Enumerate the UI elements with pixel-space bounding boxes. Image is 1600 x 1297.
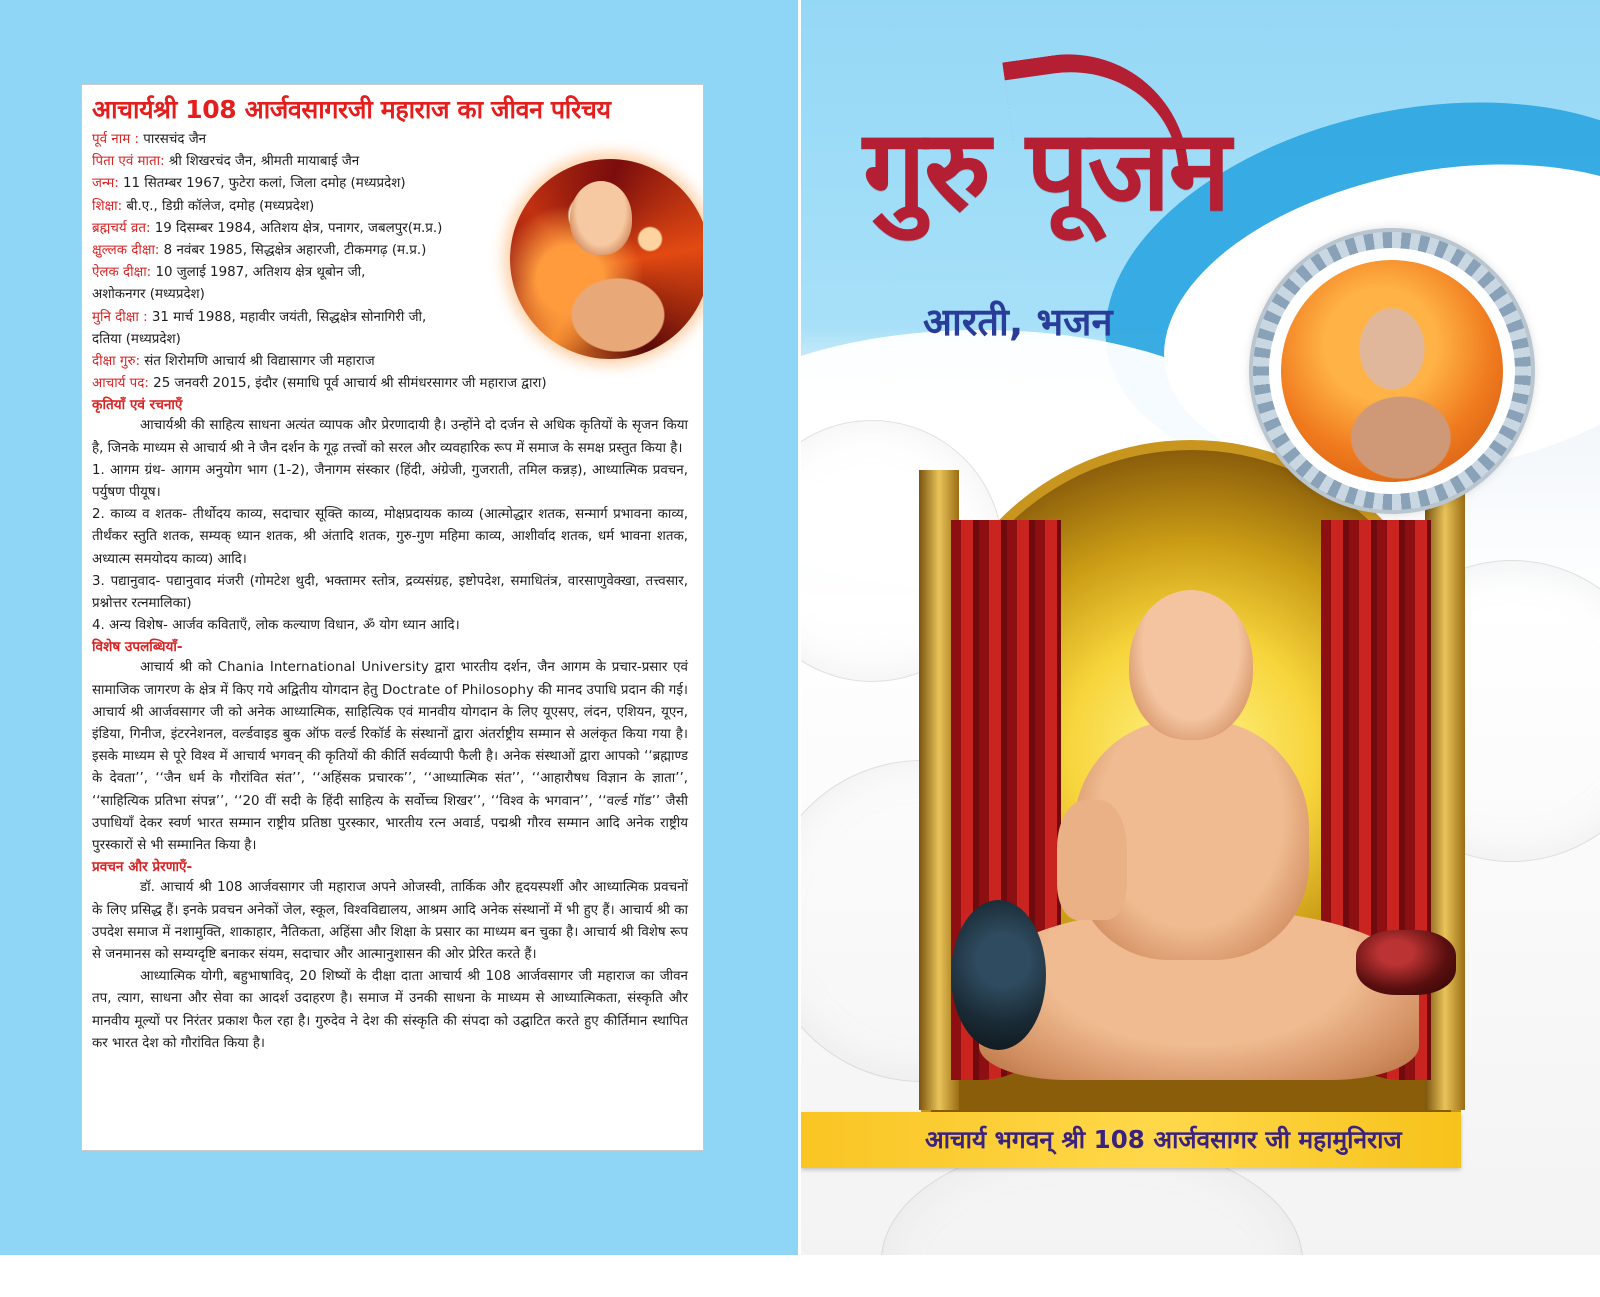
guru-medallion-photo	[1281, 260, 1503, 482]
cover-title: गुरु पूजन	[863, 105, 1229, 236]
closing-text: आध्यात्मिक योगी, बहुभाषाविद्, 20 शिष्यों के दीक्षा दाता आचार्य श्री 108 आर्जवसागर जी महाराज का जीवन तप, त्याग, साधना और सेवा का आदर्श उदाहरण है। समाज में उनकी साधना के माध्यम से आध्यात्मिकता, संस्कृति और मानवीय मूल्यों पर निरंतर प्रकाश फैल रहा है। गुरुदेव ने देश की संस्कृति की संपदा को उद्घाटित करते हुए कीर्तिमान स्थापित कर भारत देश को गौरांवित किया है।	[92, 969, 688, 1051]
fact-kshullak-diksha: क्षुल्लक दीक्षा: 8 नवंबर 1985, सिद्धक्षेत्र अहारजी, टीकमगढ़ (म.प्र.)	[92, 243, 427, 259]
fact-muni-diksha-cont: दतिया (मध्यप्रदेश)	[92, 331, 181, 347]
biography-facts	[92, 129, 692, 395]
guru-medallion	[1253, 232, 1531, 510]
works-heading: कृतियाँ एवं रचनाएँ	[92, 397, 183, 414]
seated-acharya-photo	[979, 590, 1419, 1090]
works-item-1: 1. आगम ग्रंथ- आगम अनुयोग भाग (1-2), जैनागम संस्कार (हिंदी, अंग्रेजी, गुजराती, तमिल कन्नड़), आध्यात्मिक प्रवचन, पर्युषण पीयूष।	[92, 462, 688, 501]
front-cover	[801, 0, 1600, 1255]
fact-acharya-pad: आचार्य पद: 25 जनवरी 2015, इंदौर (समाधि पूर्व आचार्य श्री सीमंधरसागर जी महाराज द्वारा)	[92, 376, 547, 392]
fact-diksha-guru: दीक्षा गुरु: संत शिरोमणि आचार्य श्री विद्यासागर जी महाराज	[92, 354, 375, 370]
works-item-4: 4. अन्य विशेष- आर्जव कविताएँ, लोक कल्याण विधान, ॐ योग ध्यान आदि।	[92, 618, 460, 634]
works-intro: आचार्यश्री की साहित्य साधना अत्यंत व्यापक और प्रेरणादायी है। उन्होंने दो दर्जन से अधिक कृतियों के सृजन किया है, जिनके माध्यम से आचार्य श्री ने जैन दर्शन के गूढ़ तत्त्वों को सरल और व्यवहारिक रूप में समाज के समक्ष प्रस्तुत किया है।	[92, 418, 688, 456]
fact-ailak-diksha-cont: अशोकनगर (मध्यप्रदेश)	[92, 287, 205, 303]
works-item-3: 3. पद्यानुवाद- पद्यानुवाद मंजरी (गोमटेश थुदी, भक्तामर स्तोत्र, द्रव्यसंग्रह, इष्टोपदेश, समाधितंत्र, वारसाणुवेक्खा, तत्त्वसार, प्रश्नोत्तर रत्नमालिका)	[92, 573, 688, 612]
biography-title: आचार्यश्री 108 आर्जवसागरजी महाराज का जीवन परिचय	[92, 95, 611, 124]
biography-card	[81, 84, 704, 1151]
cover-subtitle: आरती, भजन	[923, 300, 1113, 344]
acharya-portrait-photo	[510, 159, 704, 359]
fact-brahmacharya-vow: ब्रह्मचर्य व्रत: 19 दिसम्बर 1984, अतिशय क्षेत्र, पनागर, जबलपुर(म.प्र.)	[92, 220, 443, 236]
achievements-heading: विशेष उपलब्धियाँ-	[92, 639, 183, 656]
fact-education: शिक्षा: बी.ए., डिग्री कॉलेज, दमोह (मध्यप्रदेश)	[92, 198, 315, 214]
back-cover	[0, 0, 798, 1255]
fact-former-name: पूर्व नाम : पारसचंद जैन	[92, 132, 207, 147]
fact-muni-diksha: मुनि दीक्षा : 31 मार्च 1988, महावीर जयंती, सिद्धक्षेत्र सोनागिरी जी,	[92, 309, 427, 325]
peacock-feather-pichhi-icon	[951, 900, 1046, 1050]
works-item-2: 2. काव्य व शतक- तीर्थोदय काव्य, सदाचार सूक्ति काव्य, मोक्षप्रदायक काव्य (आत्मोद्धार शतक, सन्मार्ग प्रभावना काव्य, तीर्थंकर स्तुति शतक, सम्यक् ध्यान शतक, श्री अंतादि शतक, गुरु-गुण महिमा काव्य, आशीर्वाद शतक, धर्म भावना शतक, अध्यात्म समयोदय काव्य) आदि।	[92, 507, 688, 567]
throne-pillar-right	[1425, 470, 1465, 1110]
kamandal-pot-icon	[1356, 930, 1456, 995]
fact-birth: जन्म: 11 सितम्बर 1967, फुटेरा कलां, जिला दमोह (मध्यप्रदेश)	[92, 176, 406, 192]
sermons-text: डॉ. आचार्य श्री 108 आर्जवसागर जी महाराज अपने ओजस्वी, तार्किक और हृदयस्पर्शी और आध्यात्मिक प्रवचनों के लिए प्रसिद्ध हैं। इनके प्रवचन अनेकों जेल, स्कूल, विश्वविद्यालय, आश्रम आदि अनेक संस्थानों में भी हुए हैं। आचार्य श्री का उपदेश समाज में नशामुक्ति, शाकाहार, नैतिकता, अहिंसा और शिक्षा के प्रसार का माध्यम बन चुका है। आचार्य श्री विशेष रूप से जनमानस को सम्यग्दृष्टि बनाकर संयम, सदाचार और आत्मानुशासन की ओर प्रेरित करते हैं।	[92, 880, 688, 962]
achievements-text: आचार्य श्री को Chania International University द्वारा भारतीय दर्शन, जैन आगम के प्रचार-प्रसार एवं सामाजिक जागरण के क्षेत्र में किए गये अद्वितीय योगदान हेतु Doctrate of Philosophy की मानद उपाधि प्रदान की गई। आचार्य श्री आर्जवसागर जी को अनेक आध्यात्मिक, साहित्यिक एवं मानवीय योगदान के लिए यूएसए, लंदन, एशियन, यूएन, इंडिया, गिनीज, इंटरनेशनल, वर्ल्डवाइड बुक ऑफ वर्ल्ड रिकॉर्ड के संस्थानों द्वारा अंतर्राष्ट्रीय सम्मान से अलंकृत किया गया है। इसके माध्यम से पूरे विश्व में आचार्य भगवन् की कृतियों की कीर्ति सर्वव्यापी फैली है। अनेक संस्थाओं द्वारा आपको ‘‘ब्रह्माण्ड के देवता’’, ‘‘जैन धर्म के गौरांवित संत’’, ‘‘अहिंसक प्रचारक’’, ‘‘आध्यात्मिक संत’’, ‘‘आहारौषध विज्ञान के ज्ञाता’’, ‘‘साहित्यिक प्रतिभा संपन्न’’, ‘‘20 वीं सदी के हिंदी साहित्य के सर्वोच्च शिखर’’, ‘‘विश्व के भगवान’’, ‘‘वर्ल्ड गॉड’’ जैसी उपाधियाँ देकर स्वर्ण भारत सम्मान राष्ट्रीय प्रतिष्ठा पुरस्कार, भारतीय रत्न अवार्ड, पद्मश्री गौरव सम्मान आदि अनेक राष्ट्रीय पुरस्कारों से भी सम्मानित किया है।	[92, 660, 688, 854]
acharya-name: आचार्य भगवन् श्री 108 आर्जवसागर जी महामुनिराज	[925, 1125, 1402, 1154]
sermons-heading: प्रवचन और प्रेरणाएँ-	[92, 859, 193, 876]
fact-ailak-diksha: ऐलक दीक्षा: 10 जुलाई 1987, अतिशय क्षेत्र थूबोन जी,	[92, 265, 366, 281]
fact-parents: पिता एवं माता: श्री शिखरचंद जैन, श्रीमती मायाबाई जैन	[92, 154, 360, 170]
